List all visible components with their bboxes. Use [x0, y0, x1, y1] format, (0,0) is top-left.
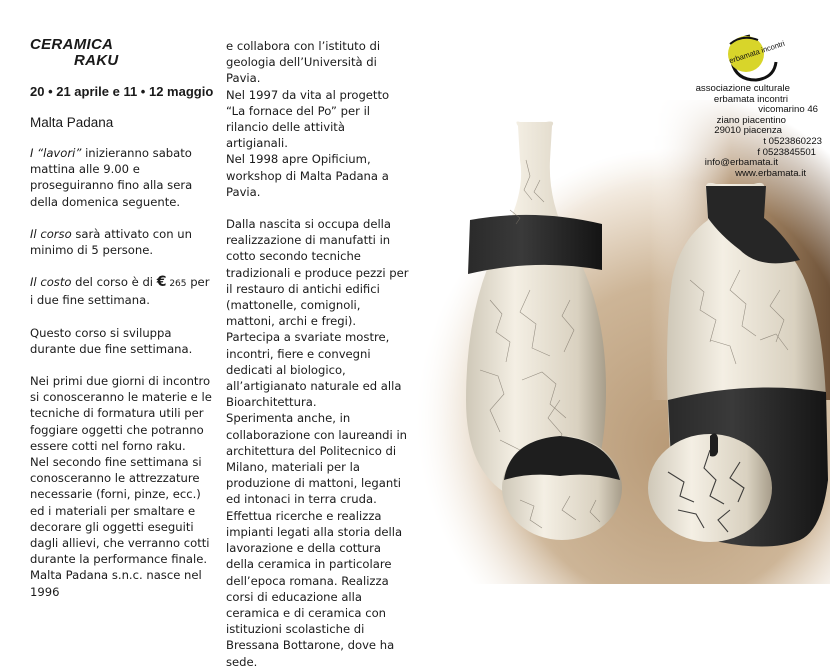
corso-text: sarà attivato con un minimo di 5 persone. — [30, 226, 192, 258]
paragraph-nascita: Dalla nascita si occupa della realizzazione di manufatti in cotto secondo tecniche tradizionali e produce pezzi per il restauro di antichi edifici (mattonelle, comignoli, mattoni, archi e fregi). Partecipa a svariate mostre, incontri, fiere e convegni dedicati al biologico, all’artigianato naturale ed alla Bioarchitettura. — [226, 217, 409, 410]
paragraph-malta-padana: Malta Padana s.n.c. nasce nel 1996 — [30, 568, 202, 599]
title-line-1: CERAMICA — [30, 36, 114, 53]
small-crackle-pot — [648, 433, 772, 542]
price-amount: 265 — [166, 279, 187, 290]
paragraph-primi-giorni: Nei primi due giorni di incontro si conosceranno le materie e le tecniche di formatura utili per foggiare oggetti che potranno essere cotti nel forno raku. — [30, 374, 212, 453]
title-line-2: RAKU — [74, 52, 119, 69]
logo-text: erbamata incontri — [727, 38, 786, 66]
erbamata-logo — [716, 30, 796, 86]
paragraph-sviluppo: Questo corso si sviluppa durante due fine settimana. — [30, 325, 193, 356]
contact-name: erbamata incontri — [713, 93, 788, 105]
lavori-text: inizieranno sabato mattina alle 9.00 e proseguiranno fino alla sera della domenica seguente. — [30, 146, 193, 209]
contact-email-link[interactable]: info@erbamata.it — [704, 157, 778, 169]
contact-association: associazione culturale — [695, 83, 790, 94]
event-dates: 20 • 21 aprile e 11 • 12 maggio — [30, 84, 214, 99]
lavori-emphasis: I “lavori” — [30, 146, 82, 160]
contact-street: vicomarino 46 — [758, 104, 818, 116]
paragraph-secondo-weekend: Nel secondo fine settimana si conosceranno le attrezzature necessarie (forni, pinze, ecc.) ed i materiali per smaltare e decorare gli oggetti eseguiti dagli allievi, che verranno cotti durante la performance finale. — [30, 455, 210, 567]
paragraph-ricerche: Effettua ricerche e realizza impianti legati alla storia della lavorazione e della cottura della ceramica in particolare dell’epoca romana. Realizza corsi di educazione alla ceramica e di ceramica con istituzioni scolastiche di Bressana Bottarone, dove ha sede. — [226, 508, 403, 669]
paragraph-costo — [30, 274, 212, 308]
paragraph-1997: Nel 1997 da vita al progetto “La fornace del Po” per il rilancio delle attività artigianali. — [226, 87, 390, 151]
costo-mid: del corso è di — [71, 275, 157, 290]
column-left — [30, 145, 212, 600]
contact-town: ziano piacentino — [716, 114, 786, 126]
contact-fax: f 0523845501 — [757, 146, 816, 158]
paragraph-sperimenta: Sperimenta anche, in collaborazione con laureandi in architettura del Politecnico di Milano, materiali per la produzione di mattoni, leganti ed intonaci in terra cruda. — [226, 411, 408, 507]
corso-emphasis: Il corso — [30, 226, 72, 241]
column-middle — [226, 38, 409, 670]
paragraph-geologia: e collabora con l’istituto di geologia dell’Università di Pavia. — [226, 39, 381, 86]
paragraph-1998: Nel 1998 apre Opificium, workshop di Malta Padana a Pavia. — [226, 152, 389, 199]
venue-name: Malta Padana — [30, 115, 114, 130]
euro-sign: € — [156, 274, 167, 291]
contact-block — [692, 84, 822, 179]
costo-text: per i due fine settimana. — [30, 275, 210, 308]
costo-emphasis: Il costo — [30, 275, 72, 290]
paragraph-lavori — [30, 145, 212, 210]
small-black-pot — [502, 436, 622, 540]
contact-phone: t 0523860223 — [763, 135, 822, 147]
contact-website-link[interactable]: www.erbamata.it — [735, 167, 806, 179]
paragraph-corso — [30, 226, 212, 258]
contact-city: 29010 piacenza — [714, 125, 782, 137]
